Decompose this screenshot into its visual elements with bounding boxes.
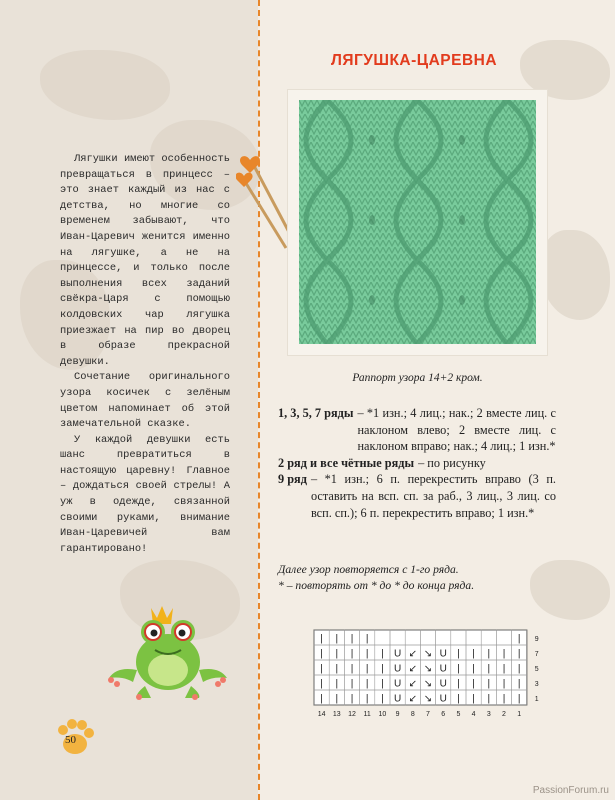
page-number: 50 [65,734,76,746]
chart-symbol: | [350,678,354,690]
chart-symbol: | [517,633,521,645]
chart-symbol: ↙ [408,663,417,675]
chart-column-number: 2 [502,711,506,718]
pattern-notes [278,562,568,594]
chart-symbol: | [335,693,339,705]
chart-symbol: | [517,678,521,690]
chart-symbol: | [350,633,354,645]
chart-symbol: | [365,648,369,660]
chart-symbol: U [439,663,447,675]
chart-column-number: 11 [363,711,371,718]
dashed-divider [258,0,260,800]
chart-row-number: 9 [534,636,539,643]
chart-symbol: ↘ [423,663,433,675]
note-line: * – повторять от * до * до конца ряда. [278,579,475,592]
frog-prince-illustration [103,600,233,700]
intro-text [60,152,230,557]
instructions [278,405,556,521]
chart-column-number: 7 [426,711,430,718]
chart-symbol: ↙ [408,648,417,660]
chart-symbol: | [381,648,384,660]
row-label: 9 ряд [278,472,307,487]
knitting-chart [312,626,552,726]
chart-symbol: | [487,693,491,705]
chart-symbol: | [350,648,354,660]
chart-symbol: U [393,663,402,675]
chart-column-number: 6 [441,711,446,718]
chart-row-number: 5 [534,666,539,673]
row-text: – *1 изн.; 6 п. перекрестить вправо (3 п. оставить на всп. сп. за раб., 3 лиц., 3 лиц. со всп. сп.); 6 п. перекрестить вправо; 1 изн.* [310,472,556,520]
chart-column-number: 5 [456,711,461,718]
intro-paragraph: Лягушки имеют особенность превращаться в принцесс – это знает каждый из нас с детства, но многие со временем забывают, что Иван-Царевич женится именно на лягушке, а не на принцессе, и только после выполнения всех заданий свёкра-Царя с помощью колдовских чар лягушка приезжает на пир во дворец в образе прекрасной девушки. [60,153,230,368]
cable-knit-texture [299,100,536,344]
chart-row-number: 1 [534,696,539,703]
chart-symbol: | [381,678,384,690]
watermark: PassionForum.ru [532,785,609,796]
chart-symbol: | [350,693,354,705]
chart-symbol: | [335,633,339,645]
chart-symbol: U [393,648,402,660]
chart-symbol: | [457,663,460,675]
chart-symbol: U [393,693,402,705]
chart-symbol: | [502,648,506,660]
chart-symbol: | [335,663,339,675]
row-text: – *1 изн.; 4 лиц.; нак.; 2 вместе лиц. с наклоном влево; 2 вместе лиц. с наклоном вправо; нак.; 4 лиц.; 1 изн.* [357,406,556,454]
knitting-chart-svg [312,626,552,726]
chart-symbol: | [381,693,384,705]
chart-symbol: | [457,693,460,705]
intro-paragraph: У каждой девушки есть шанс превратиться в настоящую царевну! Главное – дождаться своей стрелы! А уж в одежде, связанной своими руками, внимание Иван-Царевичей вам гарантировано! [60,433,230,555]
chart-symbol: | [365,678,369,690]
knitting-needles-icon [236,140,296,250]
photo-caption: Раппорт узора 14+2 кром. [352,372,483,384]
chart-symbol: | [517,663,521,675]
chart-symbol: | [320,648,323,660]
chart-symbol: | [487,678,491,690]
chart-column-number: 1 [517,711,522,718]
chart-symbol: | [320,678,323,690]
knit-pattern-photo [299,100,536,344]
chart-symbol: | [472,648,475,660]
chart-symbol: U [439,648,447,660]
chart-column-number: 8 [410,711,415,718]
chart-symbol: | [472,678,475,690]
row-label: 2 ряд и все чётные ряды [278,455,415,470]
chart-symbol: | [381,663,384,675]
chart-symbol: | [487,648,491,660]
chart-symbol: | [502,663,506,675]
chart-symbol: ↙ [408,693,417,705]
chart-column-number: 4 [471,711,476,718]
chart-symbol: | [320,633,323,645]
chart-symbol: ↘ [423,648,433,660]
chart-symbol: | [335,648,339,660]
chart-column-number: 3 [486,711,491,718]
chart-symbol: | [365,663,369,675]
chart-symbol: | [320,693,323,705]
map-continent [540,230,610,320]
chart-symbol: U [439,693,447,705]
chart-symbol: ↘ [423,693,433,705]
instruction-row [278,455,556,472]
chart-symbol: | [320,663,323,675]
chart-symbol: U [439,678,447,690]
note-line: Далее узор повторяется с 1-го ряда. [278,563,459,576]
chart-symbol: | [472,663,475,675]
chart-symbol: | [365,633,369,645]
chart-column-number: 12 [348,711,356,718]
chart-symbol: | [517,693,521,705]
chart-column-number: 14 [317,711,326,718]
chart-symbol: | [502,678,506,690]
chart-column-number: 9 [395,711,400,718]
chart-column-number: 13 [332,711,341,718]
chart-symbol: | [487,663,491,675]
map-continent [40,50,170,120]
chart-symbol: | [502,693,506,705]
row-label: 1, 3, 5, 7 ряды [278,406,354,420]
chart-symbol: | [365,693,369,705]
chart-symbol: ↘ [423,678,433,690]
chart-symbol: | [457,678,460,690]
chart-symbol: | [517,648,521,660]
chart-symbol: | [350,663,354,675]
chart-column-number: 10 [378,711,387,718]
row-text: – по рисунку [418,455,486,470]
chart-row-number: 7 [534,651,539,658]
photo-frame [288,90,547,355]
page-title: ЛЯГУШКА-ЦАРЕВНА [330,52,498,69]
instruction-row [278,471,556,521]
instruction-row [278,405,556,455]
chart-symbol: | [472,693,475,705]
chart-symbol: | [335,678,339,690]
chart-row-number: 3 [534,681,539,688]
chart-symbol: ↙ [408,678,417,690]
chart-symbol: | [457,648,460,660]
intro-paragraph: Сочетание оригинального узора косичек с зелёным цветом напоминает об этой замечательной сказке. [60,371,230,431]
chart-symbol: U [393,678,402,690]
